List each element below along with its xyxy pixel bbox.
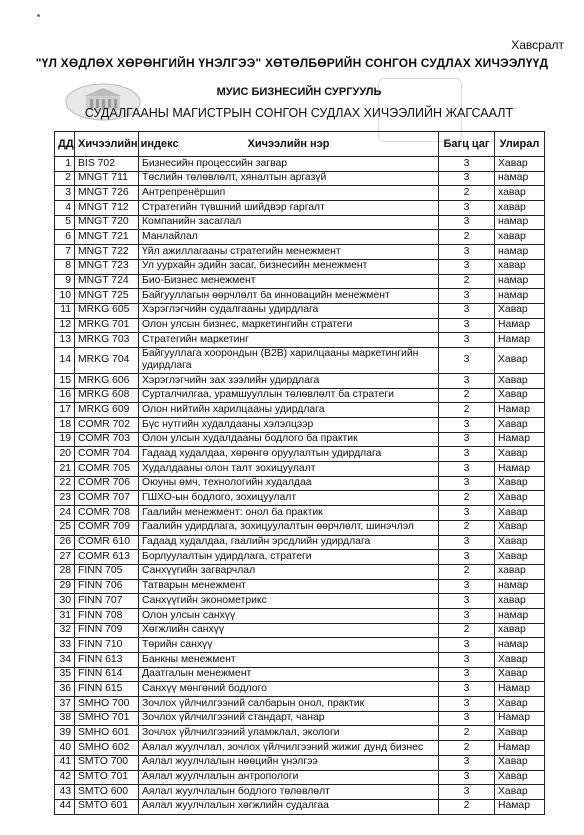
table-row	[55, 711, 545, 726]
table-row	[55, 245, 545, 260]
cell-season: Хавар	[495, 418, 545, 433]
cell-season: Хавар	[495, 157, 545, 172]
cell-season: Хавар	[495, 653, 545, 668]
cell-number: 6	[55, 230, 75, 245]
cell-number: 10	[55, 289, 75, 304]
cell-credits: 3	[439, 373, 495, 388]
cell-course-name: Хэрэглэгчийн зах зээлийн удирдлага	[139, 373, 439, 388]
cell-season: Хавар	[495, 535, 545, 550]
cell-credits: 3	[439, 462, 495, 477]
cell-course-name: Санхүүгийн эконометрикс	[139, 594, 439, 609]
cell-course-code: SMHO 601	[75, 726, 139, 741]
cell-credits: 3	[439, 506, 495, 521]
cell-season: Хавар	[495, 520, 545, 535]
cell-course-name: Зочлох үйлчилгээний уламжлал, экологи	[139, 726, 439, 741]
cell-course-name: Аялал жуулчлалын хөгжлийн судалгаа	[139, 799, 439, 814]
table-row	[55, 653, 545, 668]
table-row	[55, 726, 545, 741]
cell-number: 44	[55, 799, 75, 814]
cell-credits: 3	[439, 318, 495, 333]
table-row	[55, 274, 545, 289]
cell-number: 41	[55, 755, 75, 770]
cell-credits: 2	[439, 799, 495, 814]
table-row	[55, 608, 545, 623]
cell-credits: 3	[439, 157, 495, 172]
cell-course-code: COMR 703	[75, 432, 139, 447]
course-table-body	[55, 157, 545, 815]
cell-credits: 2	[439, 520, 495, 535]
cell-credits: 2	[439, 741, 495, 756]
cell-season: Хавар	[495, 755, 545, 770]
cell-number: 9	[55, 274, 75, 289]
table-row	[55, 741, 545, 756]
cell-credits: 3	[439, 653, 495, 668]
appendix-label: Хавсралт	[511, 38, 564, 52]
cell-course-code: COMR 708	[75, 506, 139, 521]
cell-credits: 3	[439, 289, 495, 304]
cell-course-name: ГШХО-ын бодлого, зохицуулалт	[139, 491, 439, 506]
cell-credits: 3	[439, 667, 495, 682]
cell-course-code: COMR 702	[75, 418, 139, 433]
col-header-credits: Багц цаг	[439, 132, 495, 157]
cell-season: Намар	[495, 682, 545, 697]
cell-number: 7	[55, 245, 75, 260]
cell-number: 1	[55, 157, 75, 172]
cell-season: Хавар	[495, 785, 545, 800]
cell-season: Хавар	[495, 347, 545, 373]
table-row	[55, 333, 545, 348]
cell-credits: 2	[439, 388, 495, 403]
col-header-no: ДД	[55, 132, 75, 157]
cell-number: 12	[55, 318, 75, 333]
cell-course-code: MNGT 720	[75, 215, 139, 230]
cell-credits: 3	[439, 418, 495, 433]
cell-credits: 3	[439, 785, 495, 800]
cell-season: хавар	[495, 201, 545, 216]
cell-season: намар	[495, 245, 545, 260]
cell-number: 23	[55, 491, 75, 506]
cell-number: 4	[55, 201, 75, 216]
cell-season: Намар	[495, 711, 545, 726]
cell-number: 5	[55, 215, 75, 230]
cell-number: 34	[55, 653, 75, 668]
cell-course-code: FINN 613	[75, 653, 139, 668]
cell-number: 28	[55, 564, 75, 579]
table-row	[55, 550, 545, 565]
table-row	[55, 259, 545, 274]
table-row	[55, 476, 545, 491]
cell-course-name: Олон улсын санхүү	[139, 608, 439, 623]
cell-course-code: MRKG 609	[75, 403, 139, 418]
col-header-code: Хичээлийн индекс	[75, 132, 139, 157]
cell-credits: 3	[439, 608, 495, 623]
cell-credits: 3	[439, 711, 495, 726]
cell-number: 24	[55, 506, 75, 521]
cell-number: 27	[55, 550, 75, 565]
cell-number: 20	[55, 447, 75, 462]
cell-season: Хавар	[495, 491, 545, 506]
cell-credits: 3	[439, 476, 495, 491]
cell-credits: 3	[439, 201, 495, 216]
table-row	[55, 230, 545, 245]
cell-course-name: Компанийн засаглал	[139, 215, 439, 230]
cell-course-name: Гаалийн менежмент: онол ба практик	[139, 506, 439, 521]
cell-course-name: Ул уурхайн эдийн засаг, бизнесийн менежмент	[139, 259, 439, 274]
cell-course-code: COMR 610	[75, 535, 139, 550]
cell-number: 31	[55, 608, 75, 623]
table-row	[55, 491, 545, 506]
cell-course-code: MRKG 703	[75, 333, 139, 348]
col-header-season: Улирал	[495, 132, 545, 157]
cell-course-name: Стратегийн маркетинг	[139, 333, 439, 348]
cell-number: 3	[55, 186, 75, 201]
cell-course-name: Бизнесийн процессийн загвар	[139, 157, 439, 172]
cell-course-code: FINN 707	[75, 594, 139, 609]
cell-season: Хавар	[495, 303, 545, 318]
table-row	[55, 462, 545, 477]
cell-course-code: COMR 707	[75, 491, 139, 506]
cell-season: Намар	[495, 462, 545, 477]
cell-course-name: Гаалийн удирдлага, зохицуулалтын өөрчлөлт, шинэчлэл	[139, 520, 439, 535]
cell-course-name: Олон улсын худалдааны бодлого ба практик	[139, 432, 439, 447]
cell-number: 42	[55, 770, 75, 785]
table-row	[55, 289, 545, 304]
table-row	[55, 403, 545, 418]
cell-course-code: MNGT 722	[75, 245, 139, 260]
table-row	[55, 186, 545, 201]
cell-credits: 2	[439, 726, 495, 741]
table-row	[55, 770, 545, 785]
cell-credits: 3	[439, 347, 495, 373]
cell-course-code: COMR 706	[75, 476, 139, 491]
document-title: "ҮЛ ХӨДЛӨХ ХӨРӨНГИЙН ҮНЭЛГЭЭ" ХӨТӨЛБӨРИЙН СОНГОН СУДЛАХ ХИЧЭЭЛҮҮД	[35, 56, 549, 70]
table-row	[55, 201, 545, 216]
cell-season: намар	[495, 608, 545, 623]
table-header-banner	[54, 82, 544, 127]
table-row	[55, 373, 545, 388]
cell-course-name: Татварын менежмент	[139, 579, 439, 594]
cell-season: намар	[495, 579, 545, 594]
cell-course-code: SMTO 701	[75, 770, 139, 785]
cell-credits: 3	[439, 638, 495, 653]
table-row	[55, 447, 545, 462]
cell-course-code: MRKG 701	[75, 318, 139, 333]
table-row	[55, 785, 545, 800]
list-subtitle: СУДАЛГААНЫ МАГИСТРЫН СОНГОН СУДЛАХ ХИЧЭЭЛИЙН ЖАГСААЛТ	[84, 106, 514, 120]
cell-credits: 3	[439, 303, 495, 318]
cell-course-name: Даатгалын менежмент	[139, 667, 439, 682]
cell-course-name: Олон улсын бизнес, маркетингийн стратеги	[139, 318, 439, 333]
cell-course-name: Аялал жуулчлалын антропологи	[139, 770, 439, 785]
cell-number: 37	[55, 697, 75, 712]
cell-course-code: MNGT 725	[75, 289, 139, 304]
cell-number: 25	[55, 520, 75, 535]
cell-credits: 3	[439, 579, 495, 594]
cell-number: 36	[55, 682, 75, 697]
cell-credits: 2	[439, 564, 495, 579]
cell-course-code: SMHO 602	[75, 741, 139, 756]
cell-number: 39	[55, 726, 75, 741]
cell-course-name: Байгууллага хоорондын (B2B) харилцааны маркетингийн удирдлага	[139, 347, 439, 373]
cell-course-code: MNGT 723	[75, 259, 139, 274]
cell-credits: 3	[439, 245, 495, 260]
cell-course-code: COMR 709	[75, 520, 139, 535]
cell-credits: 2	[439, 491, 495, 506]
cell-credits: 2	[439, 186, 495, 201]
cell-course-name: Төслийн төлөвлөлт, хяналтын аргазүй	[139, 171, 439, 186]
cell-number: 16	[55, 388, 75, 403]
cell-number: 29	[55, 579, 75, 594]
cell-season: Хавар	[495, 447, 545, 462]
cell-course-name: Био-Бизнес менежмент	[139, 274, 439, 289]
cell-number: 18	[55, 418, 75, 433]
cell-season: намар	[495, 274, 545, 289]
cell-credits: 3	[439, 594, 495, 609]
table-row	[55, 682, 545, 697]
cell-number: 13	[55, 333, 75, 348]
cell-number: 33	[55, 638, 75, 653]
cell-course-name: Санхүүгийн загварчлал	[139, 564, 439, 579]
cell-season: Хавар	[495, 506, 545, 521]
table-row	[55, 799, 545, 814]
table-row	[55, 564, 545, 579]
cell-course-name: Гадаад худалдаа, хөрөнгө оруулалтын удирдлага	[139, 447, 439, 462]
cell-number: 17	[55, 403, 75, 418]
scan-mark	[37, 14, 40, 17]
table-row	[55, 418, 545, 433]
cell-season: хавар	[495, 259, 545, 274]
table-row	[55, 215, 545, 230]
cell-season: Хавар	[495, 770, 545, 785]
cell-course-name: Бүс нутгийн худалдааны хэлэлцээр	[139, 418, 439, 433]
cell-course-name: Борлуулалтын удирдлага, стратеги	[139, 550, 439, 565]
cell-course-code: COMR 704	[75, 447, 139, 462]
cell-course-name: Олон нийтийн харилцааны удирдлага	[139, 403, 439, 418]
cell-course-name: Үйл ажиллагааны стратегийн менежмент	[139, 245, 439, 260]
cell-course-code: FINN 706	[75, 579, 139, 594]
cell-season: намар	[495, 638, 545, 653]
cell-course-code: FINN 705	[75, 564, 139, 579]
table-row	[55, 388, 545, 403]
cell-credits: 3	[439, 215, 495, 230]
cell-number: 32	[55, 623, 75, 638]
cell-course-code: SMTO 601	[75, 799, 139, 814]
cell-course-code: MNGT 726	[75, 186, 139, 201]
cell-course-name: Байгууллагын өөрчлөлт ба инновацийн менежмент	[139, 289, 439, 304]
cell-course-name: Манлайлал	[139, 230, 439, 245]
col-header-name: Хичээлийн нэр	[139, 132, 439, 157]
cell-season: хавар	[495, 186, 545, 201]
cell-credits: 3	[439, 333, 495, 348]
cell-course-code: COMR 613	[75, 550, 139, 565]
cell-course-code: SMTO 700	[75, 755, 139, 770]
cell-course-name: Зочлох үйлчилгээний стандарт, чанар	[139, 711, 439, 726]
cell-course-code: MRKG 704	[75, 347, 139, 373]
table-row	[55, 623, 545, 638]
cell-credits: 3	[439, 259, 495, 274]
cell-credits: 2	[439, 230, 495, 245]
cell-course-code: FINN 710	[75, 638, 139, 653]
cell-credits: 3	[439, 432, 495, 447]
table-row	[55, 755, 545, 770]
cell-course-code: MRKG 606	[75, 373, 139, 388]
cell-course-code: SMHO 700	[75, 697, 139, 712]
cell-course-code: FINN 708	[75, 608, 139, 623]
cell-season: Хавар	[495, 697, 545, 712]
cell-season: хавар	[495, 594, 545, 609]
cell-course-code: MNGT 724	[75, 274, 139, 289]
cell-number: 14	[55, 347, 75, 373]
course-table	[54, 131, 545, 815]
table-row	[55, 318, 545, 333]
cell-credits: 3	[439, 447, 495, 462]
cell-course-code: FINN 615	[75, 682, 139, 697]
cell-credits: 2	[439, 403, 495, 418]
cell-season: Намар	[495, 318, 545, 333]
cell-season: Хавар	[495, 373, 545, 388]
table-row	[55, 579, 545, 594]
cell-credits: 3	[439, 682, 495, 697]
cell-season: Намар	[495, 333, 545, 348]
table-row	[55, 594, 545, 609]
cell-season: Намар	[495, 741, 545, 756]
cell-season: Хавар	[495, 388, 545, 403]
cell-season: хавар	[495, 623, 545, 638]
cell-course-name: Хэрэглэгчийн судалгааны удирдлага	[139, 303, 439, 318]
table-row	[55, 697, 545, 712]
cell-course-code: MNGT 721	[75, 230, 139, 245]
cell-number: 26	[55, 535, 75, 550]
table-row	[55, 638, 545, 653]
cell-season: намар	[495, 171, 545, 186]
cell-course-code: MRKG 605	[75, 303, 139, 318]
cell-season: Хавар	[495, 726, 545, 741]
cell-number: 35	[55, 667, 75, 682]
cell-number: 2	[55, 171, 75, 186]
cell-course-name: Гадаад худалдаа, гаалийн эрсдлийн удирдлага	[139, 535, 439, 550]
cell-course-name: Аялал жуулчлалын бодлого төлөвлөлт	[139, 785, 439, 800]
cell-number: 19	[55, 432, 75, 447]
cell-course-name: Аялал жуулчлал, зочлох үйлчилгээний жижиг дунд бизнес	[139, 741, 439, 756]
cell-number: 38	[55, 711, 75, 726]
cell-course-name: Худалдааны олон талт зохицуулалт	[139, 462, 439, 477]
cell-course-code: COMR 705	[75, 462, 139, 477]
cell-season: намар	[495, 289, 545, 304]
cell-course-name: Зочлох үйлчилгээний салбарын онол, практик	[139, 697, 439, 712]
cell-course-name: Төрийн санхүү	[139, 638, 439, 653]
cell-credits: 3	[439, 535, 495, 550]
cell-course-name: Антрепренёршип	[139, 186, 439, 201]
table-row	[55, 667, 545, 682]
cell-number: 43	[55, 785, 75, 800]
cell-course-code: SMHO 701	[75, 711, 139, 726]
cell-credits: 3	[439, 755, 495, 770]
cell-course-code: MRKG 608	[75, 388, 139, 403]
cell-credits: 3	[439, 770, 495, 785]
cell-season: Намар	[495, 403, 545, 418]
cell-season: намар	[495, 215, 545, 230]
cell-course-code: MNGT 711	[75, 171, 139, 186]
cell-course-code: BIS 702	[75, 157, 139, 172]
cell-number: 40	[55, 741, 75, 756]
cell-course-name: Аялал жуулчлалын нөөцийн үнэлгээ	[139, 755, 439, 770]
cell-number: 21	[55, 462, 75, 477]
cell-season: Намар	[495, 432, 545, 447]
cell-course-name: Санхүү мөнгөний бодлого	[139, 682, 439, 697]
table-row	[55, 157, 545, 172]
table-row	[55, 432, 545, 447]
table-header-row	[55, 132, 545, 157]
cell-course-name: Оюуны өмч, технологийн худалдаа	[139, 476, 439, 491]
cell-credits: 3	[439, 697, 495, 712]
table-row	[55, 506, 545, 521]
table-row	[55, 347, 545, 373]
cell-number: 22	[55, 476, 75, 491]
cell-course-code: SMTO 600	[75, 785, 139, 800]
cell-credits: 3	[439, 550, 495, 565]
table-row	[55, 171, 545, 186]
cell-course-code: MNGT 712	[75, 201, 139, 216]
cell-course-name: Хөгжлийн санхүү	[139, 623, 439, 638]
cell-credits: 2	[439, 274, 495, 289]
cell-season: Хавар	[495, 550, 545, 565]
cell-number: 11	[55, 303, 75, 318]
cell-course-code: FINN 709	[75, 623, 139, 638]
cell-season: Хавар	[495, 667, 545, 682]
cell-course-name: Банкны менежмент	[139, 653, 439, 668]
cell-credits: 3	[439, 171, 495, 186]
cell-course-name: Стратегийн түвшний шийдвэр гаргалт	[139, 201, 439, 216]
table-row	[55, 535, 545, 550]
cell-number: 8	[55, 259, 75, 274]
cell-course-code: FINN 614	[75, 667, 139, 682]
cell-season: Хавар	[495, 476, 545, 491]
school-name: МУИС БИЗНЕСИЙН СУРГУУЛЬ	[216, 86, 382, 98]
table-row	[55, 520, 545, 535]
cell-season: хавар	[495, 230, 545, 245]
cell-season: Намар	[495, 799, 545, 814]
cell-number: 15	[55, 373, 75, 388]
table-row	[55, 303, 545, 318]
cell-number: 30	[55, 594, 75, 609]
cell-course-name: Сурталчилгаа, урамшууллын төлөвлөлт ба стратеги	[139, 388, 439, 403]
cell-season: хавар	[495, 564, 545, 579]
cell-credits: 2	[439, 623, 495, 638]
